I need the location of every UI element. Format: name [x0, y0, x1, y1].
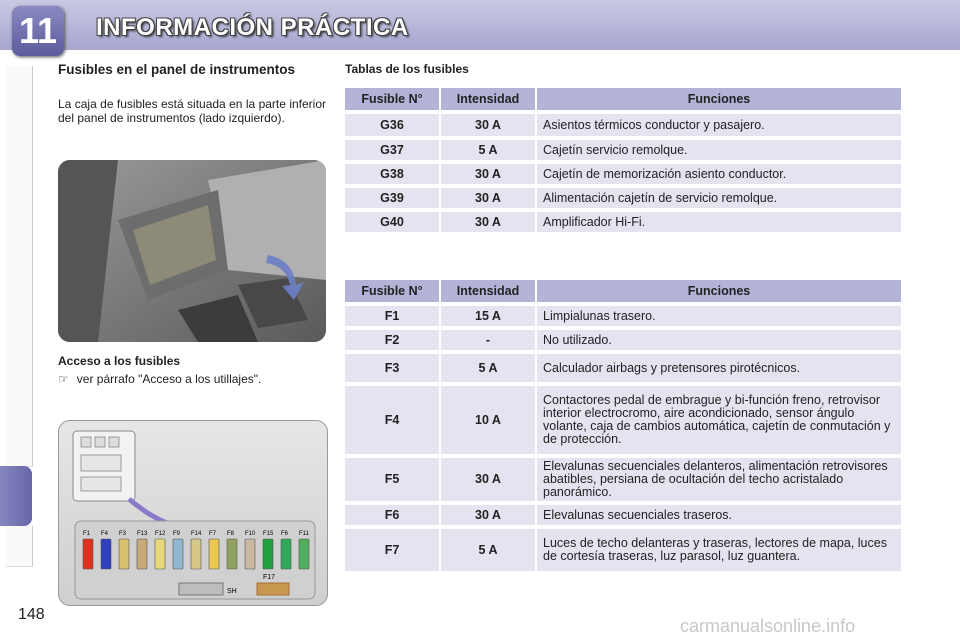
fuse-label: F13 [137, 531, 148, 537]
table-header-row [345, 280, 901, 302]
cell-function: Calculador airbags y pretensores pirotécnicos. [537, 354, 901, 382]
access-heading: Acceso a los fusibles [58, 354, 181, 368]
fuse-label: F9 [173, 531, 181, 537]
table-row [345, 164, 901, 184]
cell-function: Cajetín de memorización asiento conductor. [537, 164, 901, 184]
cell-fuse: F4 [345, 386, 439, 454]
cell-fuse: G36 [345, 114, 439, 136]
chapter-number: 11 [12, 6, 64, 56]
cell-function: Luces de techo delanteras y traseras, lectores de mapa, luces de cortesía traseras, luz parasol, luz guantera. [537, 529, 901, 571]
cell-fuse: F7 [345, 529, 439, 571]
table-row [345, 505, 901, 525]
fuse-label: F6 [281, 531, 289, 537]
cell-current: 30 A [441, 188, 535, 208]
cell-function: Limpialunas trasero. [537, 306, 901, 326]
shunt-block [179, 583, 223, 595]
cell-function: Alimentación cajetín de servicio remolque. [537, 188, 901, 208]
cell-fuse: F6 [345, 505, 439, 525]
fuse-f15 [263, 539, 273, 569]
cell-current: 30 A [441, 505, 535, 525]
cell-fuse: F2 [345, 330, 439, 350]
page-title: INFORMACIÓN PRÁCTICA [96, 14, 409, 41]
fuse-f7 [209, 539, 219, 569]
chapter-tab[interactable] [6, 146, 33, 187]
chapter-tab[interactable] [6, 106, 33, 147]
fuse-label: F8 [227, 531, 235, 537]
chapter-tab[interactable] [6, 426, 33, 467]
table-row [345, 354, 901, 382]
fusebox-photo [58, 160, 326, 342]
chapter-tab[interactable] [6, 266, 33, 307]
cell-fuse: G39 [345, 188, 439, 208]
table-header-row [345, 88, 901, 110]
fuse-f14 [191, 539, 201, 569]
cell-current: 5 A [441, 529, 535, 571]
chapter-tab[interactable] [6, 346, 33, 387]
table-row [345, 330, 901, 350]
fuse-f3 [119, 539, 129, 569]
cell-fuse: F3 [345, 354, 439, 382]
chapter-tabs [0, 50, 34, 590]
shunt-label: SH [227, 588, 237, 595]
cell-function: No utilizado. [537, 330, 901, 350]
watermark: carmanualsonline.info [680, 616, 856, 636]
fuse-f6 [281, 539, 291, 569]
chapter-tab[interactable] [6, 226, 33, 267]
cell-current: 30 A [441, 458, 535, 501]
cell-function: Elevalunas secuenciales delanteros, alimentación retrovisores abatibles, persiana de ocultación del techo acristalado panorámico. [537, 458, 901, 501]
table-row [345, 529, 901, 571]
fuse-diagram-illustration [59, 421, 327, 605]
col-header-current: Intensidad [441, 280, 535, 302]
table-row [345, 386, 901, 454]
access-reference [58, 372, 261, 386]
fuse-label: F3 [119, 531, 127, 537]
section-text: La caja de fusibles está situada en la parte inferior del panel de instrumentos (lado izquierdo). [58, 97, 326, 125]
cell-function: Contactores pedal de embrague y bi-función freno, retrovisor interior electrocromo, aire acondicionado, sensor ángulo volante, caja de cambios automática, cajetín de conmutación y de protección. [537, 386, 901, 454]
col-header-fuse: Fusible N° [345, 88, 439, 110]
fuse-f8 [227, 539, 237, 569]
cell-function: Cajetín servicio remolque. [537, 140, 901, 160]
cell-current: 10 A [441, 386, 535, 454]
col-header-functions: Funciones [537, 280, 901, 302]
cell-current: 15 A [441, 306, 535, 326]
table-row [345, 458, 901, 501]
fuse-diagram [58, 420, 328, 606]
cell-current: 30 A [441, 114, 535, 136]
cell-current: - [441, 330, 535, 350]
fuse-f11 [299, 539, 309, 569]
fuse-f9 [173, 539, 183, 569]
fuse-f4 [101, 539, 111, 569]
cell-fuse: F5 [345, 458, 439, 501]
chapter-tab[interactable] [6, 186, 33, 227]
col-header-fuse: Fusible N° [345, 280, 439, 302]
table-row [345, 188, 901, 208]
cell-fuse: G38 [345, 164, 439, 184]
cell-current: 5 A [441, 354, 535, 382]
section-heading: Fusibles en el panel de instrumentos [58, 62, 296, 77]
fuse-f13 [137, 539, 147, 569]
fusebox-photo-illustration [58, 160, 326, 342]
table-row [345, 212, 901, 232]
page-header [0, 0, 960, 50]
cell-function: Asientos térmicos conductor y pasajero. [537, 114, 901, 136]
fuse-f10 [245, 539, 255, 569]
cell-current: 30 A [441, 212, 535, 232]
fuse-f1 [83, 539, 93, 569]
chapter-tab[interactable] [6, 306, 33, 347]
cell-fuse: G37 [345, 140, 439, 160]
table-row [345, 114, 901, 136]
access-text: ver párrafo "Acceso a los utillajes". [76, 372, 262, 386]
fuse-label-f17: F17 [263, 574, 276, 581]
fuse-table-2 [343, 276, 903, 575]
page-number: 148 [18, 606, 45, 623]
fuse-label: F15 [263, 531, 274, 537]
col-header-functions: Funciones [537, 88, 901, 110]
cell-function: Elevalunas secuenciales traseros. [537, 505, 901, 525]
chapter-tab[interactable] [6, 66, 33, 107]
cell-fuse: G40 [345, 212, 439, 232]
fuse-label: F10 [245, 531, 256, 537]
fuse-label: F7 [209, 531, 217, 537]
table-row [345, 306, 901, 326]
fuse-label: F11 [299, 531, 309, 537]
fuse-table-1 [343, 84, 903, 236]
fuse-f12 [155, 539, 165, 569]
col-header-current: Intensidad [441, 88, 535, 110]
cell-function: Amplificador Hi-Fi. [537, 212, 901, 232]
chapter-tab[interactable] [6, 386, 33, 427]
cell-current: 30 A [441, 164, 535, 184]
cell-current: 5 A [441, 140, 535, 160]
fuse-label: F4 [101, 531, 109, 537]
fuse-label: F14 [191, 531, 202, 537]
chapter-tab-active[interactable] [0, 466, 32, 526]
fuse-label: F12 [155, 531, 166, 537]
chapter-tab[interactable] [6, 526, 33, 567]
table-row [345, 140, 901, 160]
fuse-f17 [257, 583, 289, 595]
tables-title: Tablas de los fusibles [345, 62, 469, 76]
cell-fuse: F1 [345, 306, 439, 326]
pointing-hand-icon: ☞ [58, 372, 69, 386]
fuse-label: F1 [83, 531, 91, 537]
